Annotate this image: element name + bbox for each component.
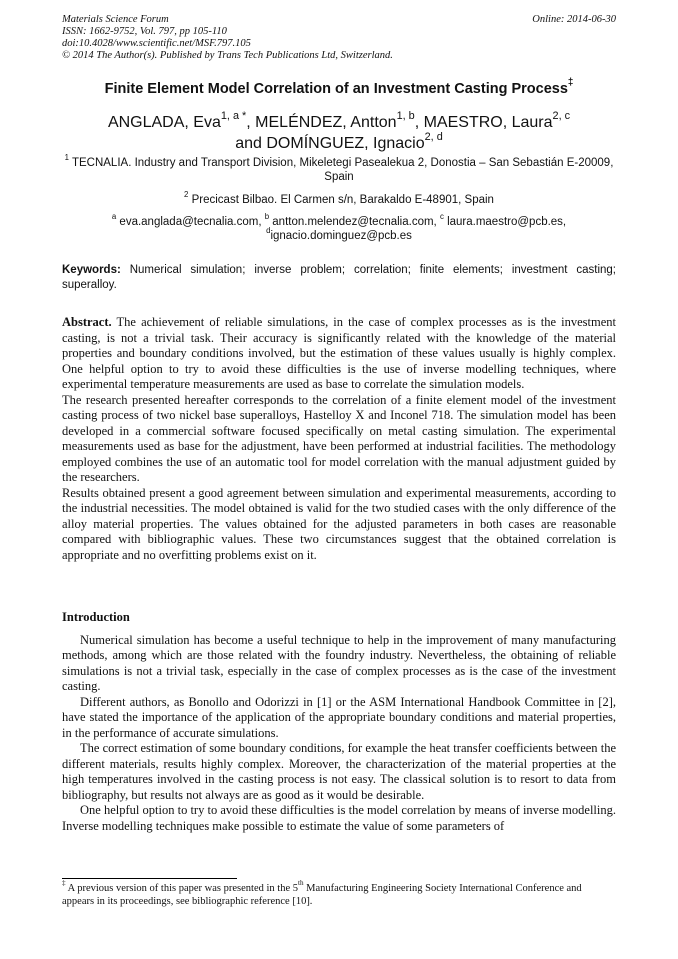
email-link[interactable]: antton.melendez@tecnalia.com, — [272, 216, 437, 228]
author-and: and — [235, 135, 267, 152]
abstract-text: The achievement of reliable simulations, in the case of complex processes as is the investment casting, is not a trivial task. Their accuracy is significantly related with the knowledge of the material properties and boundary conditions involved, but the estimation of these values usually is highly complex. One helpful option to try to avoid these difficulties is the use of inverse modelling techniques, where experimental temperature measurements are used as base to correlate the simulation models. — [62, 315, 616, 391]
abstract-paragraph: Results obtained present a good agreement between simulation and experimental measurements, according to the industrial necessities. The model obtained is valid for the two studied cases with the only difference of the alloy material properties. The values obtained for the adjusted parameters in both cases are reasonable compared with bibliographic values. These two circumstances suggest that the obtained correlation is appropriate and no overfitting problems exist on it. — [62, 485, 616, 562]
body-paragraph: One helpful option to try to avoid these difficulties is the model correlation by means of inverse modelling. Inverse modelling techniques make possible to estimate the value of some parameters of — [62, 803, 616, 833]
keywords-label: Keywords: — [62, 264, 121, 276]
online-date: Online: 2014-06-30 — [532, 14, 616, 25]
email-sup: a — [111, 211, 117, 221]
section-heading: Introduction — [62, 610, 130, 624]
body-paragraph: Numerical simulation has become a useful technique to help in the improvement of many manufacturing methods, among which are those related with the foundry industry. Nevertheless, the obtaining of reliable simulations is not a trivial task, especially in the case of complex processes as is the case of the investment casting. — [62, 632, 616, 693]
abstract-label: Abstract. — [62, 315, 112, 329]
author-list — [40, 109, 638, 154]
abstract-paragraph: The research presented hereafter corresponds to the correlation of a finite element model of the investment casting process of two nickel base superalloys, Hastelloy X and Inconel 718. The simulation model has been developed in a commercial software focused specifically on metal casting simulation. The experimental measurements used as base for the adjustment, have been performed at industrial facilities. The methodology employed combines the use of an automatic tool for model correlation with the manual adjustment guided by the researchers. — [62, 392, 616, 484]
email-link[interactable]: ignacio.dominguez@pcb.es — [270, 230, 412, 242]
journal-header — [62, 14, 616, 62]
footnote-sup: th — [297, 879, 304, 888]
author-affiliation-sup: 1, a * — [220, 109, 247, 122]
author-separator: , — [246, 114, 256, 131]
body-paragraph: The correct estimation of some boundary conditions, for example the heat transfer coefficients between the different materials, results highly complex. Moreover, the characterization of the material properties at the high temperatures involved in the casting process is not easy. The classical solution is to resort to data from bibliography, but results not always are as good as it would be desirable. — [62, 741, 616, 802]
email-list — [62, 211, 616, 243]
author-name: ANGLADA, Eva — [107, 114, 221, 131]
paper-title — [40, 77, 638, 98]
author-name: MAESTRO, Laura — [423, 114, 553, 131]
author-name: MELÉNDEZ, Antton — [255, 114, 397, 131]
email-sup: b — [264, 211, 270, 221]
email-sup: d — [266, 225, 271, 235]
title-footnote-mark: ‡ — [567, 77, 574, 89]
footnote-mark: ‡ — [62, 879, 66, 888]
affiliation-1 — [62, 152, 616, 184]
footnote-rule — [62, 878, 237, 879]
paper-title-text: Finite Element Model Correlation of an Investment Casting Process — [104, 81, 568, 97]
author-affiliation-sup: 1, b — [396, 109, 415, 122]
author-name: DOMÍNGUEZ, Ignacio — [266, 135, 425, 152]
footnote-text-before: A previous version of this paper was presented in the 5 — [67, 883, 298, 894]
affiliation-2 — [62, 189, 616, 207]
journal-name: Materials Science Forum — [62, 14, 169, 25]
abstract — [62, 315, 616, 563]
email-sup: c — [439, 211, 444, 221]
affiliation-sup: 1 — [64, 152, 69, 162]
copyright: © 2014 The Author(s). Published by Trans Tech Publications Ltd, Switzerland. — [62, 50, 393, 61]
keywords — [62, 263, 616, 293]
author-separator: , — [414, 114, 424, 131]
introduction-section — [62, 610, 616, 834]
author-affiliation-sup: 2, c — [552, 109, 571, 122]
abstract-paragraph — [62, 315, 616, 393]
email-link[interactable]: eva.anglada@tecnalia.com, — [119, 216, 262, 228]
footnote-text-after: Manufacturing Engineering Society International Conference and appears in its proceedings, see bibliographic reference [10]. — [62, 883, 582, 907]
author-affiliation-sup: 2, d — [424, 130, 443, 143]
affiliation-text: TECNALIA. Industry and Transport Division, Mikeletegi Pasealekua 2, Donostia – San Sebastián E-20009, Spain — [71, 157, 614, 183]
footnote — [62, 879, 616, 908]
body-paragraph: Different authors, as Bonollo and Odorizzi in [1] or the ASM International Handbook Committee in [2], have stated the importance of the application of the appropriate boundary conditions and material properties, in the performance of accurate simulations. — [62, 694, 616, 740]
doi-link[interactable]: doi:10.4028/www.scientific.net/MSF.797.105 — [62, 38, 251, 49]
issn: ISSN: 1662-9752, Vol. 797, pp 105-110 — [62, 26, 227, 37]
affiliation-sup: 2 — [184, 189, 189, 199]
keywords-text: Numerical simulation; inverse problem; correlation; finite elements; investment casting; superalloy. — [62, 264, 616, 291]
email-link[interactable]: laura.maestro@pcb.es, — [447, 216, 567, 228]
affiliation-text: Precicast Bilbao. El Carmen s/n, Barakaldo E-48901, Spain — [191, 194, 494, 206]
